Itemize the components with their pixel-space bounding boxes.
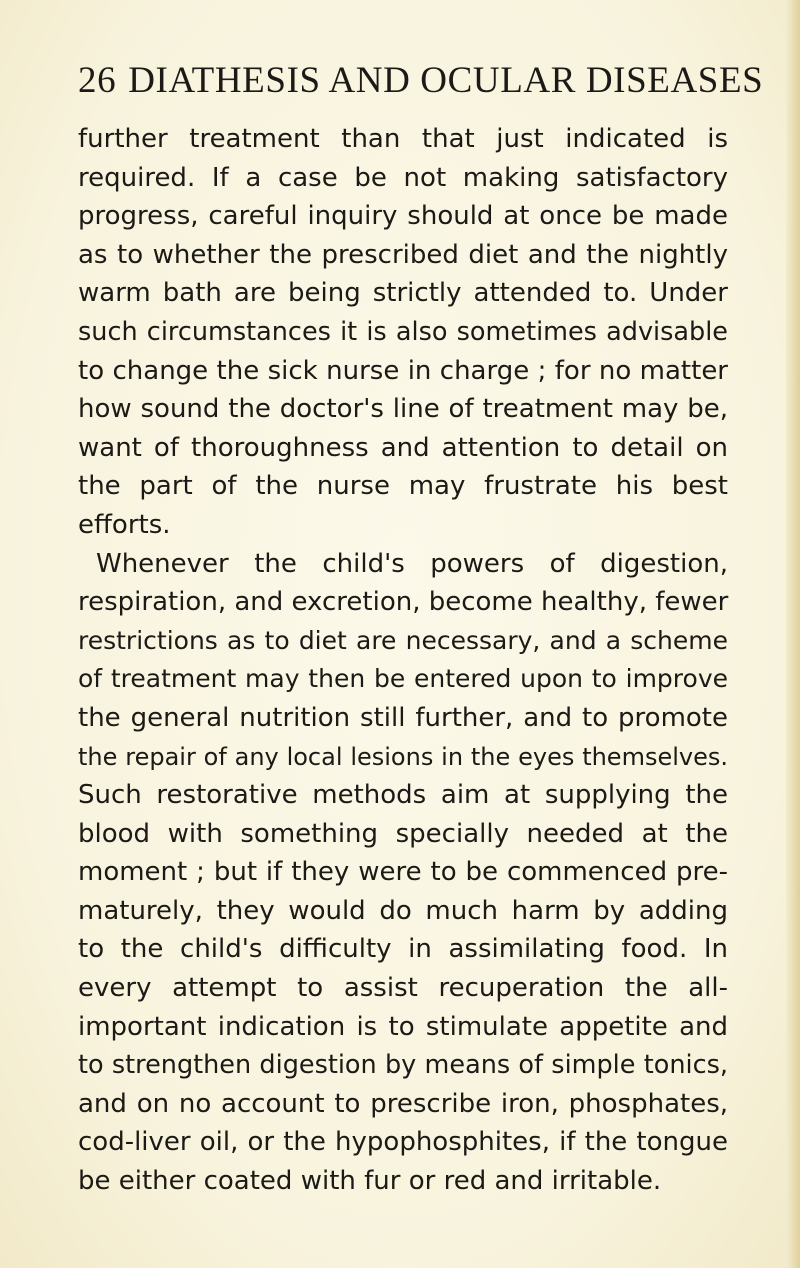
text-line: the part of the nurse may frustrate his best — [78, 471, 728, 502]
paragraph-1 — [78, 120, 728, 545]
text-line: warm bath are being strictly attended to. Under — [78, 278, 728, 309]
text-line: respiration, and excretion, become healthy, fewer — [78, 587, 729, 618]
text-line: maturely, they would do much harm by adding — [78, 895, 728, 926]
text-line: to strengthen digestion by means of simple tonics, — [78, 1050, 728, 1081]
text-line: restrictions as to diet are necessary, and a scheme — [78, 625, 728, 655]
page-number: 26 — [78, 60, 117, 101]
text-line: Such restorative methods aim at supplying the — [78, 780, 728, 811]
text-line: as to whether the prescribed diet and the nightly — [78, 239, 728, 270]
body-text — [78, 120, 728, 1201]
page-edge-shadow — [786, 0, 800, 1268]
text-line: of treatment may then be entered upon to improve — [78, 664, 728, 694]
text-line: the general nutrition still further, and to promote — [78, 702, 728, 733]
text-line: progress, careful inquiry should at once be made — [78, 201, 728, 232]
text-line: efforts. — [78, 509, 171, 540]
running-head — [78, 58, 764, 104]
text-line: how sound the doctor's line of treatment may be, — [78, 394, 728, 425]
text-line: and on no account to prescribe iron, phosphates, — [78, 1088, 728, 1119]
text-line: blood with something specially needed at the — [78, 818, 728, 849]
text-line: such circumstances it is also sometimes advisable — [78, 316, 728, 347]
running-title: DIATHESIS AND OCULAR DISEASES — [128, 60, 764, 101]
text-line: every attempt to assist recuperation the all- — [78, 973, 728, 1004]
text-line: the repair of any local lesions in the eyes themselves. — [78, 742, 728, 771]
text-line: further treatment than that just indicated is — [78, 124, 728, 154]
text-line: important indication is to stimulate appetite and — [78, 1011, 728, 1042]
text-line: moment ; but if they were to be commenced pre- — [78, 857, 728, 888]
text-line: be either coated with fur or red and irritable. — [78, 1166, 662, 1197]
text-line: want of thoroughness and attention to detail on — [78, 432, 728, 463]
text-line: cod-liver oil, or the hypophosphites, if the tongue — [78, 1127, 728, 1158]
text-line: Whenever the child's powers of digestion, — [96, 548, 728, 579]
paragraph-2 — [78, 545, 728, 1201]
text-line: to the child's difficulty in assimilating food. In — [78, 934, 728, 965]
text-line: required. If a case be not making satisfactory — [78, 162, 728, 193]
text-line: to change the sick nurse in charge ; for no matter — [78, 355, 728, 386]
